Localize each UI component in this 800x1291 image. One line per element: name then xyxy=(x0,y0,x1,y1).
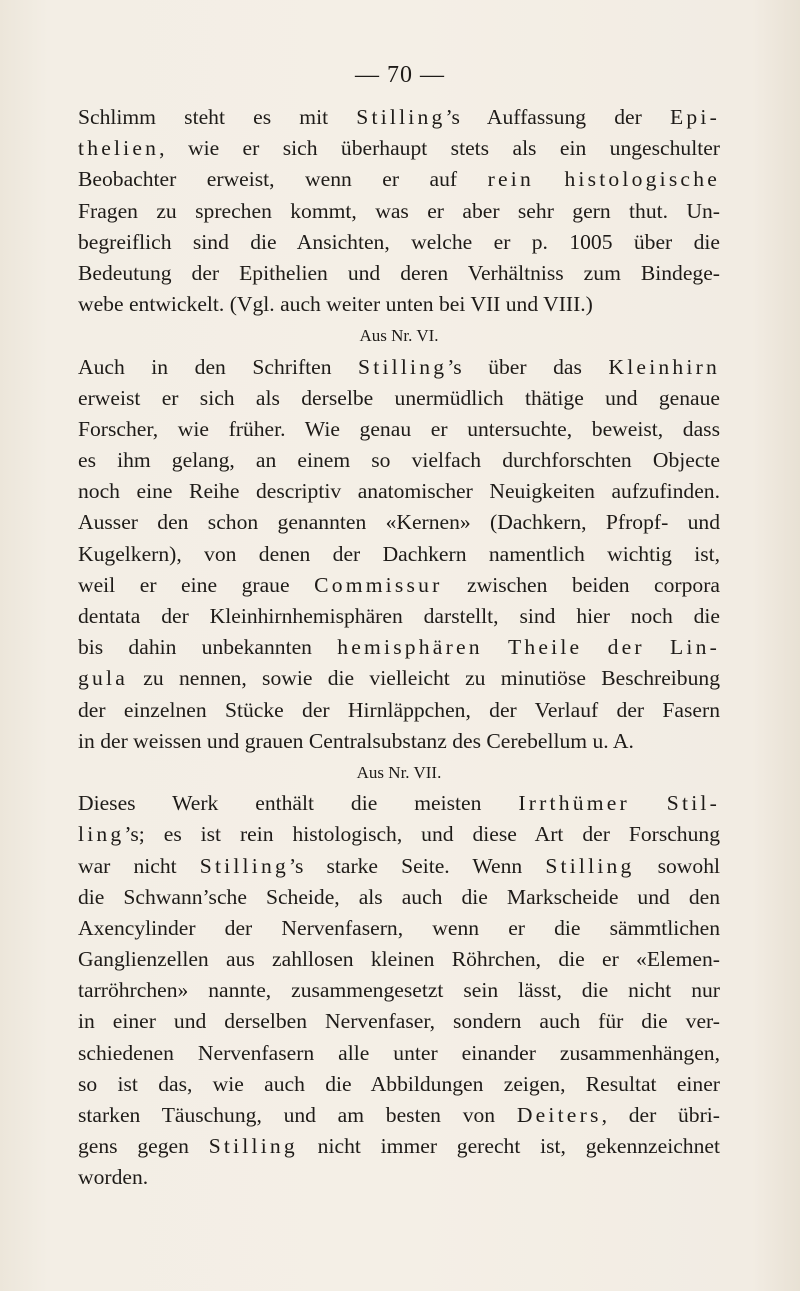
text-line: die Schwann’sche Scheide, als auch die Markscheide und den xyxy=(78,884,720,909)
text-line: es ihm gelang, an einem so vielfach durchforschten Objecte xyxy=(78,448,720,473)
text-line: Fragen zu sprechen kommt, was er aber sehr gern thut. Un- xyxy=(78,198,720,223)
text-line: erweist er sich als derselbe unermüdlich thätige und genaue xyxy=(78,385,720,410)
text-line: thelien, wie er sich überhaupt stets als ein ungeschulter xyxy=(78,136,720,161)
text-line: bis dahin unbekannten hemisphären Theile der Lin- xyxy=(78,635,720,660)
text-line: in einer und derselben Nervenfaser, sondern auch für die ver- xyxy=(78,1009,720,1034)
text-line: gens gegen Stilling nicht immer gerecht ist, gekennzeichnet xyxy=(78,1134,720,1159)
text-line: weil er eine graue Commissur zwischen beiden corpora xyxy=(78,572,720,597)
text-line: Beobachter erweist, wenn er auf rein histologische xyxy=(78,167,720,192)
text-line: Bedeutung der Epithelien und deren Verhältniss zum Bindege- xyxy=(78,260,720,285)
section-heading: Aus Nr. VII. xyxy=(356,762,442,782)
text-line: Forscher, wie früher. Wie genau er untersuchte, beweist, dass xyxy=(78,416,720,441)
text-line: Ganglienzellen aus zahllosen kleinen Röhrchen, die er «Elemen- xyxy=(78,947,720,972)
text-line: Schlimm steht es mit Stilling’s Auffassung der Epi- xyxy=(78,105,720,129)
text-line: worden. xyxy=(78,1165,149,1190)
text-line: Kugelkern), von denen der Dachkern namentlich wichtig ist, xyxy=(78,541,720,566)
text-line: Dieses Werk enthält die meisten Irrthümer Stil- xyxy=(78,791,720,816)
text-line: starken Täuschung, und am besten von Deiters, der übri- xyxy=(78,1103,720,1127)
text-line: dentata der Kleinhirnhemisphären darstellt, sind hier noch die xyxy=(78,604,720,628)
text-line: in der weissen und grauen Centralsubstanz des Cerebellum u. A. xyxy=(78,728,634,753)
text-line: tarröhrchen» nannte, zusammengesetzt sein lässt, die nicht nur xyxy=(78,978,720,1003)
text-line: der einzelnen Stücke der Hirnläppchen, der Verlauf der Fasern xyxy=(78,697,720,722)
text-line: webe entwickelt. (Vgl. auch weiter unten bei VII und VIII.) xyxy=(78,292,593,317)
text-line: ling’s; es ist rein histologisch, und diese Art der Forschung xyxy=(78,822,720,847)
page-number: — 70 — xyxy=(355,62,445,88)
text-line: Ausser den schon genannten «Kernen» (Dachkern, Pfropf- und xyxy=(78,510,720,535)
section-heading: Aus Nr. VI. xyxy=(359,326,439,346)
text-line: schiedenen Nervenfasern alle unter einander zusammenhängen, xyxy=(78,1040,720,1065)
text-line: begreiflich sind die Ansichten, welche er p. 1005 über die xyxy=(78,229,720,254)
text-line: Axencylinder der Nervenfasern, wenn er die sämmtlichen xyxy=(78,915,720,940)
text-line: noch eine Reihe descriptiv anatomischer Neuigkeiten aufzufinden. xyxy=(78,479,720,504)
page-body xyxy=(78,102,720,1194)
text-line: war nicht Stilling’s starke Seite. Wenn Stilling sowohl xyxy=(78,853,720,878)
text-line: gula zu nennen, sowie die vielleicht zu minutiöse Beschreibung xyxy=(78,666,720,691)
text-line: so ist das, wie auch die Abbildungen zeigen, Resultat einer xyxy=(78,1071,720,1096)
text-line: Auch in den Schriften Stilling’s über das Kleinhirn xyxy=(78,354,720,379)
